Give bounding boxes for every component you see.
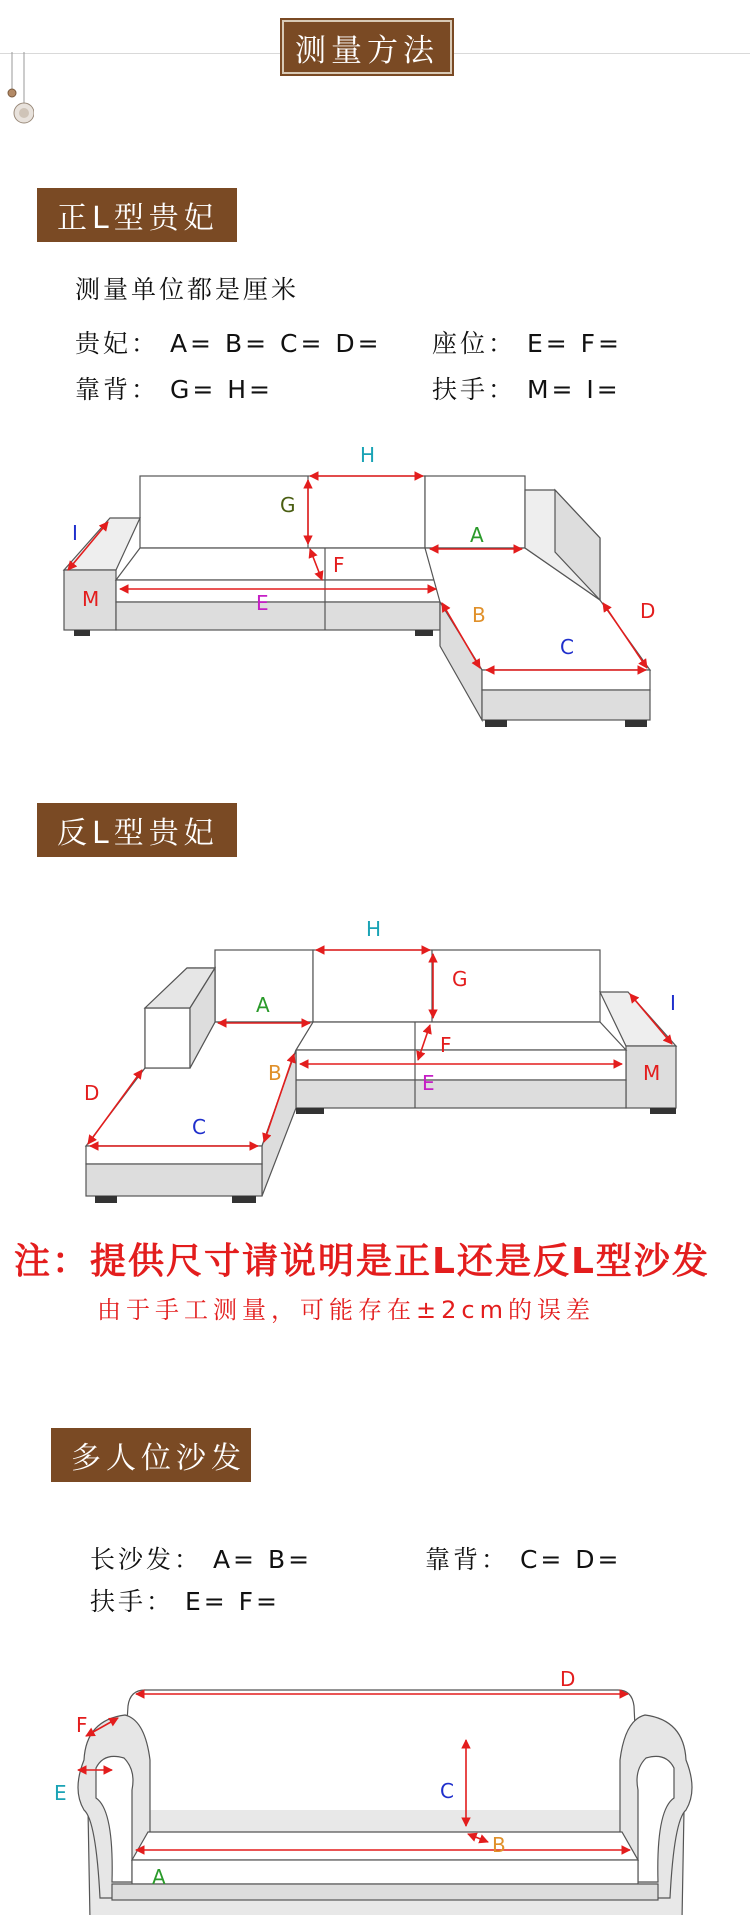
label-b-3: B	[492, 1833, 506, 1857]
note-tolerance: 由于手工测量，可能存在±2cm的误差	[97, 1296, 595, 1324]
page-title: 测量方法	[282, 20, 452, 74]
multi-armrest-dimensions: 扶手： E= F=	[90, 1587, 280, 1616]
label-c: C	[560, 635, 574, 659]
pendant-ornament	[4, 52, 34, 127]
label-f: F	[333, 553, 345, 577]
unit-note: 测量单位都是厘米	[75, 275, 300, 304]
pendant-icon	[4, 52, 34, 127]
label-c-3: C	[440, 1779, 454, 1803]
chaise-dimensions: 贵妃： A= B= C= D=	[75, 329, 382, 358]
label-m: M	[82, 587, 100, 611]
section-tag-multi: 多人位沙发	[51, 1428, 251, 1482]
left-l-sofa-diagram	[0, 900, 750, 1220]
label-i-2: I	[670, 991, 676, 1015]
long-sofa-dimensions: 长沙发： A= B=	[90, 1545, 313, 1574]
backrest-dimensions: 靠背： G= H=	[75, 375, 273, 404]
label-f-3: F	[76, 1713, 88, 1737]
label-e: E	[256, 591, 269, 615]
multi-seat-sofa-diagram	[0, 1620, 750, 1915]
section-tag-right-l: 正L型贵妃	[37, 188, 237, 242]
label-a-3: A	[152, 1865, 166, 1889]
label-e-3: E	[54, 1781, 67, 1805]
label-g-2: G	[452, 967, 468, 991]
label-d: D	[640, 599, 656, 623]
label-d-3: D	[560, 1667, 576, 1691]
multi-backrest-dimensions: 靠背： C= D=	[425, 1545, 622, 1574]
seat-dimensions: 座位： E= F=	[432, 329, 622, 358]
label-i: I	[72, 521, 78, 545]
label-a-2: A	[256, 993, 270, 1017]
section-tag-left-l: 反L型贵妃	[37, 803, 237, 857]
label-d-2: D	[84, 1081, 100, 1105]
note-main: 注：提供尺寸请说明是正L还是反L型沙发	[14, 1241, 710, 1282]
label-h: H	[360, 443, 376, 467]
label-a: A	[470, 523, 484, 547]
label-b: B	[472, 603, 486, 627]
right-l-sofa-diagram	[0, 430, 750, 750]
armrest-dimensions: 扶手： M= I=	[432, 375, 621, 404]
label-c-2: C	[192, 1115, 206, 1139]
label-h-2: H	[366, 917, 382, 941]
label-m-2: M	[643, 1061, 661, 1085]
label-b-2: B	[268, 1061, 282, 1085]
label-e-2: E	[422, 1071, 435, 1095]
label-f-2: F	[440, 1033, 452, 1057]
label-g: G	[280, 493, 296, 517]
